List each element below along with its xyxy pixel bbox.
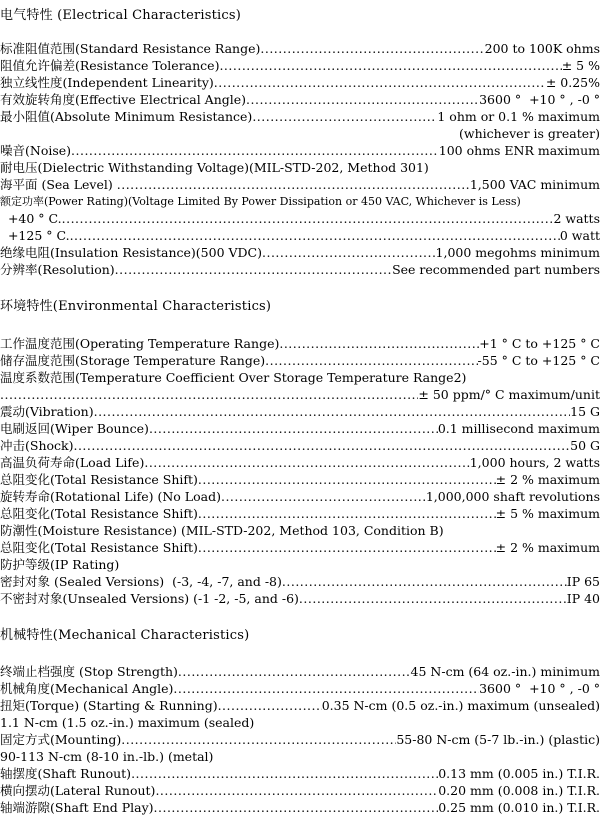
spec-label: 工作温度范围(Operating Temperature Range) (0, 336, 280, 351)
leader-dots (198, 505, 496, 523)
leader-dots (260, 40, 484, 58)
leader-dots (218, 697, 322, 715)
spec-label: 独立线性度(Independent Linearity) (0, 75, 214, 90)
leader-dots (265, 352, 477, 370)
spec-label: 扭矩(Torque) (Starting & Running) (0, 698, 218, 713)
spec-note: 1.1 N-cm (1.5 oz.-in.) maximum (sealed) (0, 715, 255, 730)
spec-value: ± 5 % maximum (495, 506, 600, 521)
leader-dots (70, 227, 560, 245)
spec-line (0, 680, 600, 698)
spec-value: ± 2 % maximum (495, 540, 600, 555)
spec-label: 储存温度范围(Storage Temperature Range) (0, 353, 266, 368)
leader-dots (94, 403, 571, 421)
leader-dots (149, 420, 438, 438)
spec-label: 绝缘电阻(Insulation Resistance)(500 VDC) (0, 245, 262, 260)
spec-value: 1,000 hours, 2 watts (469, 455, 600, 470)
spec-subheading: 耐电压(Dielectric Withstanding Voltage)(MIL-STD-202, Method 301) (0, 160, 429, 175)
spec-value: -55 ° C to +125 ° C (477, 353, 600, 368)
spec-line (0, 663, 600, 681)
spec-line (0, 244, 600, 262)
spec-label: 海平面 (Sea Level) (0, 177, 117, 192)
spec-line (0, 731, 600, 749)
spec-value: 1,000,000 shaft revolutions (425, 489, 600, 504)
spec-label: 横向摆动(Lateral Runout) (0, 783, 156, 798)
spec-value: See recommended part numbers (392, 262, 600, 277)
spec-value: 45 N-cm (64 oz.-in.) minimum (410, 664, 600, 679)
spec-value: 1,500 VAC minimum (469, 177, 600, 192)
spec-line (0, 142, 600, 160)
spec-value: 50 G (570, 438, 600, 453)
spec-line (0, 505, 600, 523)
spec-label: 震动(Vibration) (0, 404, 94, 419)
spec-line (0, 437, 600, 455)
spec-value: 0.35 N-cm (0.5 oz.-in.) maximum (unsealed) (321, 698, 600, 713)
section-heading-electrical: 电气特性 (Electrical Characteristics) (0, 8, 242, 23)
spec-label: 电刷返回(Wiper Bounce) (0, 421, 149, 436)
leader-dots (115, 261, 392, 279)
spec-line (0, 765, 600, 783)
leader-dots (178, 663, 411, 681)
spec-subheading: 防潮性(Moisture Resistance) (MIL-STD-202, Method 103, Condition B) (0, 523, 444, 538)
spec-value: 3600 ° +10 ° , -0 ° (479, 681, 600, 696)
spec-line (0, 782, 600, 800)
leader-dots (221, 488, 426, 506)
leader-dots (279, 335, 479, 353)
spec-line (0, 386, 600, 404)
spec-label: 有效旋转角度(Effective Electrical Angle) (0, 92, 247, 107)
spec-line (0, 403, 600, 421)
spec-value: 100 ohms ENR maximum (438, 143, 600, 158)
spec-value: ± 0.25% (545, 75, 600, 90)
spec-label: 阻值允许偏差(Resistance Tolerance) (0, 58, 220, 73)
spec-line (0, 697, 600, 715)
leader-dots (144, 454, 469, 472)
spec-value: 2 watts (553, 211, 600, 226)
spec-label: 冲击(Shock) (0, 438, 74, 453)
leader-dots (117, 176, 470, 194)
spec-line (0, 335, 600, 353)
spec-line (0, 261, 600, 279)
spec-line (0, 227, 600, 245)
leader-dots (121, 731, 396, 749)
spec-label: 密封对象 (Sealed Versions) (-3, -4, -7, and -8) (0, 574, 282, 589)
spec-line (0, 91, 600, 109)
spec-value: 0 watt (559, 228, 600, 243)
spec-note: (whichever is greater) (459, 126, 600, 141)
spec-subheading: 额定功率(Power Rating)(Voltage Limited By Power Dissipation or 450 VAC, Whichever is Less) (0, 195, 521, 208)
spec-line (0, 539, 600, 557)
spec-line (0, 176, 600, 194)
spec-label: 机械角度(Mechanical Angle) (0, 681, 174, 696)
leader-dots (155, 782, 438, 800)
spec-label: 轴端游隙(Shaft End Play) (0, 800, 154, 815)
leader-dots (62, 210, 554, 228)
spec-label: +125 ° C. (0, 228, 70, 243)
spec-value: ± 2 % maximum (495, 472, 600, 487)
spec-line (0, 573, 600, 591)
spec-value: IP 40 (566, 591, 600, 606)
spec-line (0, 40, 600, 58)
leader-dots (173, 680, 479, 698)
spec-line (0, 420, 600, 438)
spec-subheading: 温度系数范围(Temperature Coefficient Over Storage Temperature Range2) (0, 370, 467, 385)
spec-line (0, 488, 600, 506)
leader-dots (154, 799, 439, 817)
spec-value: 15 G (570, 404, 600, 419)
leader-dots (282, 573, 567, 591)
spec-value: ± 50 ppm/° C maximum/unit (418, 387, 600, 402)
spec-value: 1,000 megohms minimum (435, 245, 600, 260)
leader-dots (262, 244, 436, 262)
spec-line (0, 454, 600, 472)
spec-label: 终端止档强度 (Stop Strength) (0, 664, 178, 679)
spec-label: 最小阻值(Absolute Minimum Resistance) (0, 109, 253, 124)
spec-value: ± 5 % (561, 58, 600, 73)
leader-dots (0, 386, 418, 404)
spec-label: 轴摆度(Shaft Runout) (0, 766, 132, 781)
leader-dots (71, 142, 439, 160)
section-heading-environmental: 环境特性(Environmental Characteristics) (0, 299, 272, 314)
spec-value: 0.13 mm (0.005 in.) T.I.R. (438, 766, 600, 781)
leader-dots (214, 74, 546, 92)
spec-line (0, 590, 600, 608)
spec-label: 标准阻值范围(Standard Resistance Range) (0, 41, 261, 56)
spec-value: 0.20 mm (0.008 in.) T.I.R. (438, 783, 600, 798)
spec-value: 1 ohm or 0.1 % maximum (437, 109, 600, 124)
leader-dots (131, 765, 438, 783)
spec-value: IP 65 (566, 574, 600, 589)
spec-value: 0.1 millisecond maximum (437, 421, 600, 436)
leader-dots (73, 437, 570, 455)
spec-line (0, 108, 600, 126)
leader-dots (299, 590, 567, 608)
leader-dots (246, 91, 479, 109)
spec-label: 高温负荷寿命(Load Life) (0, 455, 145, 470)
spec-subheading: 防护等级(IP Rating) (0, 557, 120, 572)
spec-line (0, 57, 600, 75)
spec-line (0, 74, 600, 92)
section-heading-mechanical: 机械特性(Mechanical Characteristics) (0, 628, 250, 643)
spec-line (0, 471, 600, 489)
leader-dots (219, 57, 561, 75)
spec-line (0, 799, 600, 817)
spec-label: 总阻变化(Total Resistance Shift) (0, 506, 198, 521)
spec-value: 55-80 N-cm (5-7 lb.-in.) (plastic) (396, 732, 600, 747)
spec-label: 分辨率(Resolution) (0, 262, 115, 277)
spec-label: +40 ° C. (0, 211, 62, 226)
spec-value: 200 to 100K ohms (484, 41, 600, 56)
spec-value: 3600 ° +10 ° , -0 ° (479, 92, 600, 107)
spec-label: 旋转寿命(Rotational Life) (No Load) (0, 489, 221, 504)
spec-value: 0.25 mm (0.010 in.) T.I.R. (438, 800, 600, 815)
leader-dots (198, 471, 496, 489)
spec-line (0, 352, 600, 370)
spec-label: 噪音(Noise) (0, 143, 72, 158)
spec-note: 90-113 N-cm (8-10 in.-lb.) (metal) (0, 749, 214, 764)
spec-line (0, 210, 600, 228)
spec-label: 总阻变化(Total Resistance Shift) (0, 472, 198, 487)
spec-label: 不密封对象(Unsealed Versions) (-1 -2, -5, and -6) (0, 591, 299, 606)
leader-dots (252, 108, 437, 126)
spec-label: 总阻变化(Total Resistance Shift) (0, 540, 198, 555)
spec-value: +1 ° C to +125 ° C (479, 336, 600, 351)
spec-label: 固定方式(Mounting) (0, 732, 122, 747)
leader-dots (198, 539, 496, 557)
